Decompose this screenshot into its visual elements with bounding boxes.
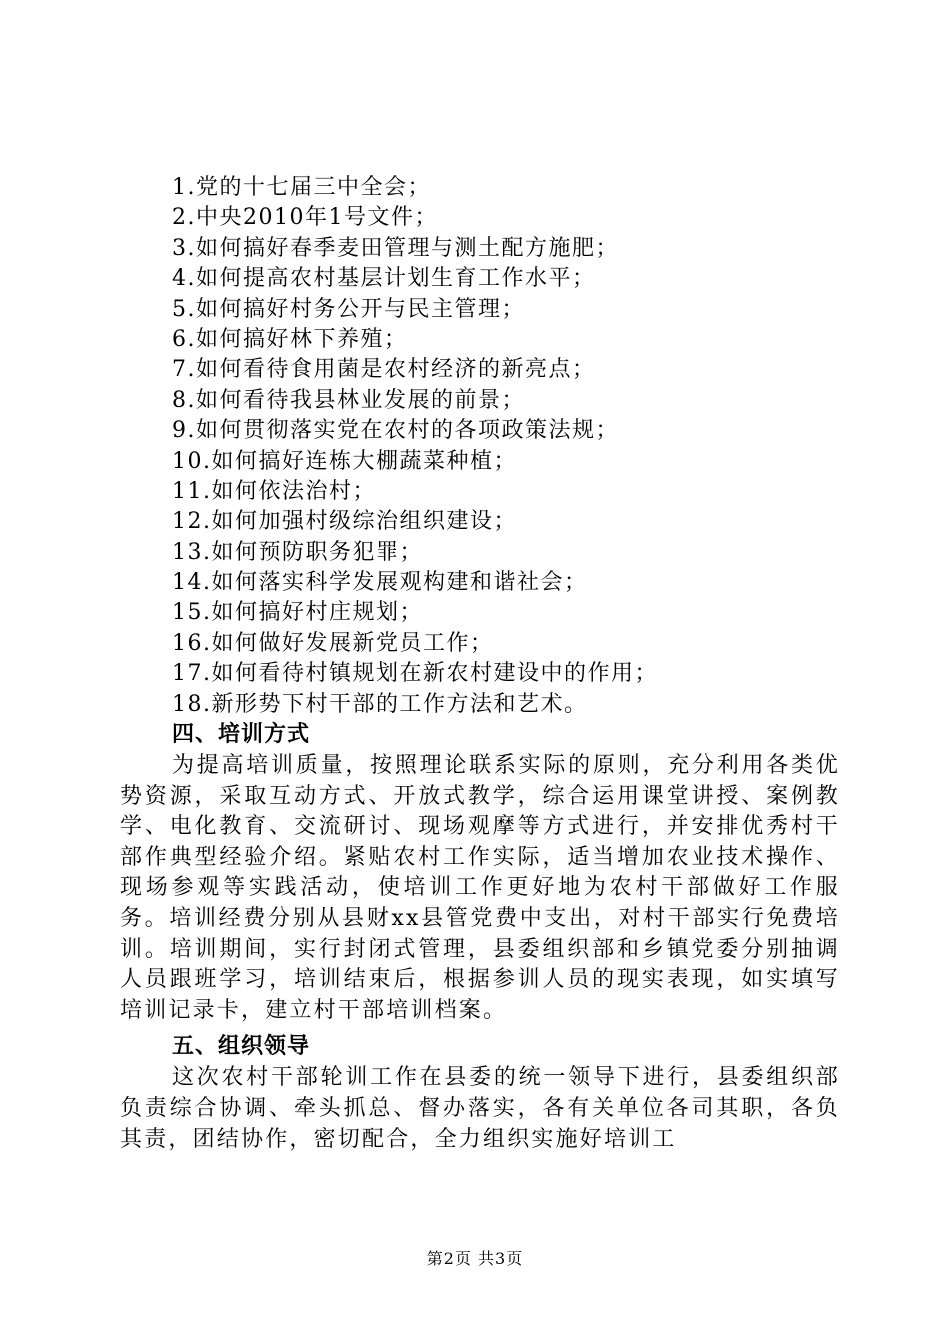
list-item: 7.如何看待食用菌是农村经济的新亮点； xyxy=(172,357,596,383)
list-item: 5.如何搞好村务公开与民主管理； xyxy=(172,296,525,322)
list-item: 17.如何看待村镇规划在新农村建设中的作用； xyxy=(172,661,658,687)
section-heading-organization: 五、组织领导 xyxy=(172,1034,311,1060)
list-item: 1.党的十七届三中全会； xyxy=(172,175,431,200)
list-item: 18.新形势下村干部的工作方法和艺术。 xyxy=(172,691,588,717)
list-item: 2.中央2010年1号文件； xyxy=(172,205,438,231)
list-item: 13.如何预防职务犯罪； xyxy=(172,539,423,565)
page-footer: 第2页 共3页 xyxy=(426,1249,524,1268)
list-item: 3.如何搞好春季麦田管理与测土配方施肥； xyxy=(172,235,619,261)
list-item: 9.如何贯彻落实党在农村的各项政策法规； xyxy=(172,418,619,444)
document-content xyxy=(120,173,840,1155)
list-item: 10.如何搞好连栋大棚蔬菜种植； xyxy=(172,448,517,474)
section-body-training-method: 为提高培训质量，按照理论联系实际的原则，充分利用各类优势资源，采取互动方式、开放式教学，综合运用课堂讲授、案例教学、电化教育、交流研讨、现场观摩等方式进行，并安排优秀村干部作典型经验介绍。紧贴农村工作实际，适当增加农业技术操作、现场参观等实践活动，使培训工作更好地为农村干部做好工作服务。培训经费分别从县财xx县管党费中支出，对村干部实行免费培训。培训期间，实行封闭式管理，县委组织部和乡镇党委分别抽调人员跟班学习，培训结束后，根据参训人员的现实表现，如实填写培训记录卡，建立村干部培训档案。 xyxy=(120,753,840,1023)
section-heading-training-method: 四、培训方式 xyxy=(172,722,311,748)
section-body-organization: 这次农村干部轮训工作在县委的统一领导下进行，县委组织部负责综合协调、牵头抓总、督办落实，各有关单位各司其职，各负其责，团结协作，密切配合，全力组织实施好培训工 xyxy=(120,1065,840,1152)
list-item: 14.如何落实科学发展观构建和谐社会； xyxy=(172,570,588,596)
list-item: 15.如何搞好村庄规划； xyxy=(172,600,423,626)
list-item: 6.如何搞好林下养殖； xyxy=(172,326,408,352)
list-item: 12.如何加强村级综治组织建设； xyxy=(172,509,517,535)
list-item: 4.如何提高农村基层计划生育工作水平； xyxy=(172,266,596,292)
list-item: 8.如何看待我县林业发展的前景； xyxy=(172,387,525,413)
list-item: 11.如何依法治村； xyxy=(172,478,376,504)
list-item: 16.如何做好发展新党员工作； xyxy=(172,630,494,656)
